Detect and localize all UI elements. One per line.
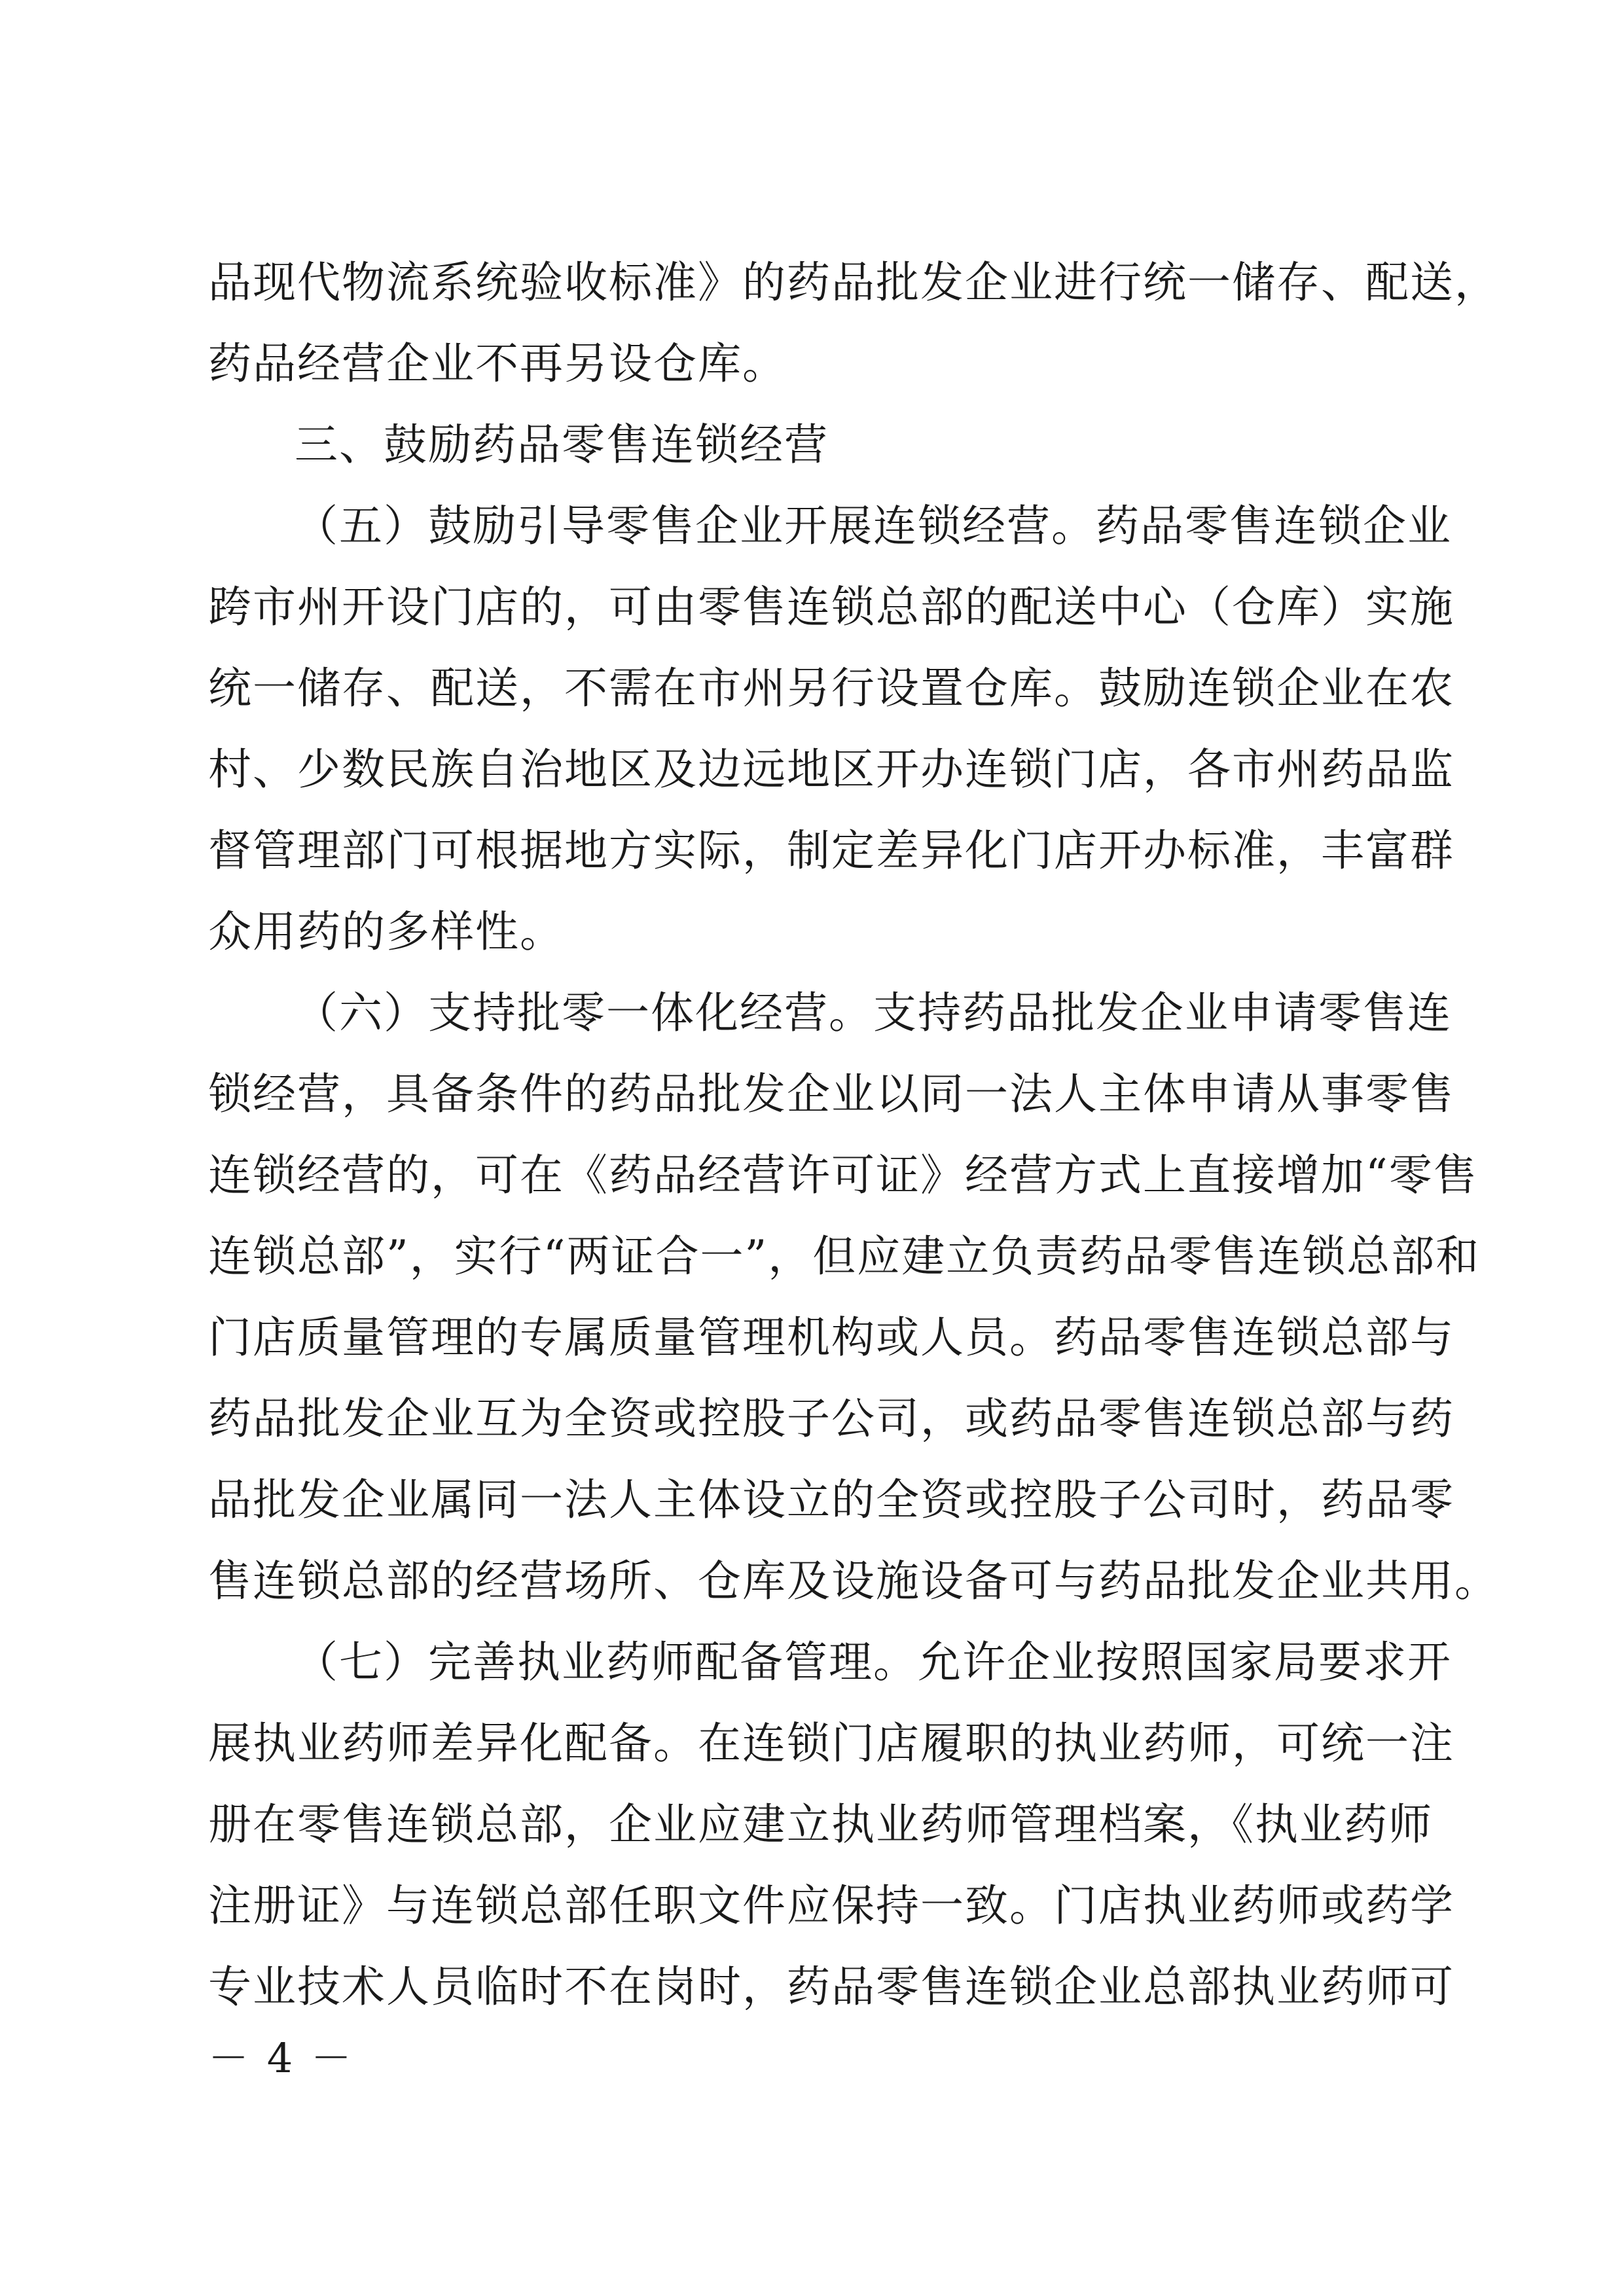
text-line: 专业技术人员临时不在岗时，药品零售连锁企业总部执业药师可 xyxy=(208,1962,1454,2012)
paragraph-7 xyxy=(208,1622,1454,2028)
text-line: 村、少数民族自治地区及边远地区开办连锁门店，各市州药品监 xyxy=(208,744,1454,795)
text-line: 连锁经营的，可在《药品经营许可证》经营方式上直接增加“零售 xyxy=(208,1150,1478,1200)
text-line: 册在零售连锁总部，企业应建立执业药师管理档案，《执业药师 xyxy=(208,1799,1433,1850)
text-line: （七）完善执业药师配备管理。允许企业按照国家局要求开 xyxy=(295,1637,1452,1687)
text-line: 展执业药师差异化配备。在连锁门店履职的执业药师，可统一注 xyxy=(208,1718,1454,1768)
text-line: （六）支持批零一体化经营。支持药品批发企业申请零售连 xyxy=(295,988,1452,1038)
text-line: 注册证》与连锁总部任职文件应保持一致。门店执业药师或药学 xyxy=(208,1880,1454,1931)
document-body xyxy=(208,242,1499,2028)
text-line: 统一储存、配送，不需在市州另行设置仓库。鼓励连锁企业在农 xyxy=(208,663,1454,713)
text-line: 跨市州开设门店的，可由零售连锁总部的配送中心（仓库）实施 xyxy=(208,582,1454,632)
section-heading: 三、鼓励药品零售连锁经营 xyxy=(295,420,829,470)
text-line: 药品批发企业互为全资或控股子公司，或药品零售连锁总部与药 xyxy=(208,1393,1454,1444)
paragraph-6 xyxy=(208,973,1499,1622)
paragraph-continued xyxy=(208,242,1499,404)
text-line: 品批发企业属同一法人主体设立的全资或控股子公司时，药品零 xyxy=(208,1475,1454,1525)
text-line: 锁经营，具备条件的药品批发企业以同一法人主体申请从事零售 xyxy=(208,1069,1454,1119)
text-line: （五）鼓励引导零售企业开展连锁经营。药品零售连锁企业 xyxy=(295,501,1452,551)
text-line: 售连锁总部的经营场所、仓库及设施设备可与药品批发企业共用。 xyxy=(208,1556,1499,1606)
text-line: 门店质量管理的专属质量管理机构或人员。药品零售连锁总部与 xyxy=(208,1312,1454,1363)
page-number: － 4 － xyxy=(208,2034,354,2082)
text-line: 连锁总部”，实行“两证合一”，但应建立负责药品零售连锁总部和 xyxy=(208,1231,1481,1282)
text-line: 众用药的多样性。 xyxy=(208,906,564,957)
paragraph-5 xyxy=(208,486,1454,973)
text-line: 药品经营企业不再另设仓库。 xyxy=(208,338,787,389)
text-line: 品现代物流系统验收标准》的药品批发企业进行统一储存、配送， xyxy=(208,257,1499,308)
text-line: 督管理部门可根据地方实际，制定差异化门店开办标准，丰富群 xyxy=(208,825,1454,876)
